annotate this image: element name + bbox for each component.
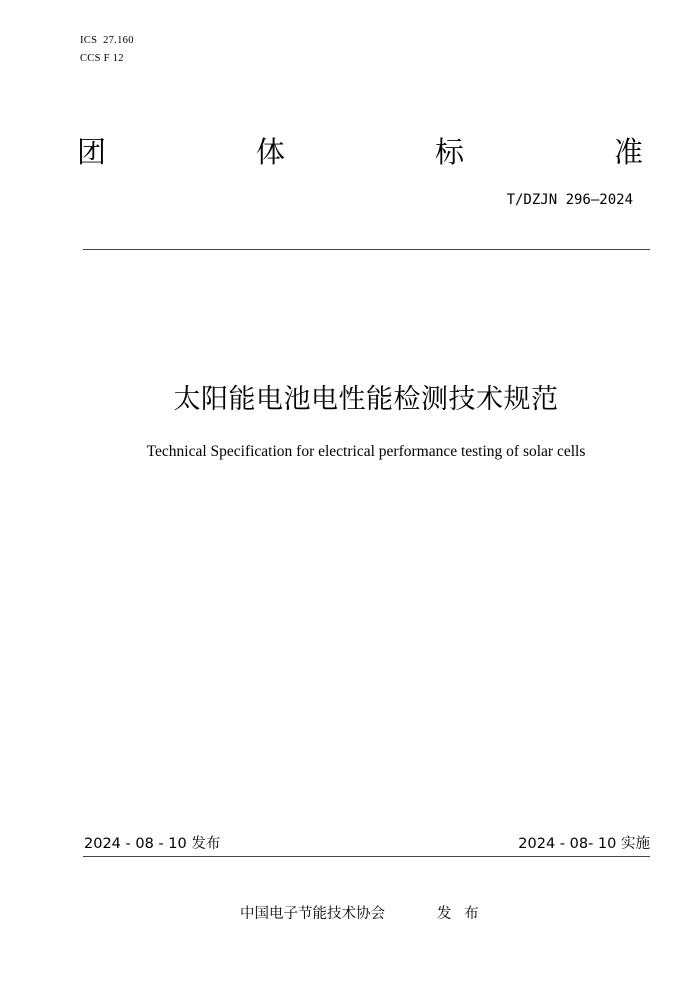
publisher-action: 发 布 — [437, 906, 483, 922]
document-title-english: Technical Specification for electrical performance testing of solar cells — [146, 443, 586, 460]
issue-date: 2024 - 08 - 10 发布 — [84, 836, 221, 852]
standard-type-char: 团 — [77, 135, 107, 169]
standard-type-char: 体 — [256, 135, 286, 169]
bottom-divider — [83, 856, 650, 857]
standard-number: T/DZJN 296—2024 — [506, 192, 633, 208]
implementation-date: 2024 - 08- 10 实施 — [518, 836, 650, 852]
top-divider — [83, 249, 650, 250]
standard-type-char: 准 — [614, 135, 644, 169]
ics-code: ICS 27.160 — [80, 35, 134, 46]
publisher-name: 中国电子节能技术协会 — [240, 906, 385, 922]
document-title-chinese: 太阳能电池电性能检测技术规范 — [173, 384, 559, 415]
ccs-code: CCS F 12 — [80, 53, 124, 64]
standard-type-char: 标 — [435, 135, 465, 169]
